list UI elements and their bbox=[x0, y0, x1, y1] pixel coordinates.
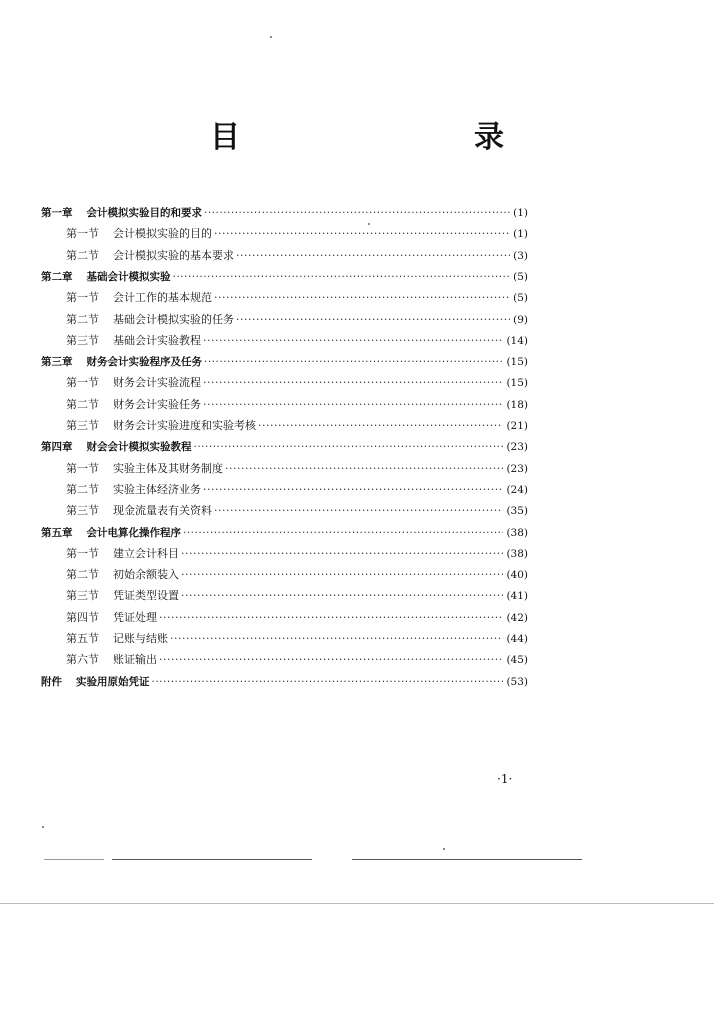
toc-leader-dots bbox=[181, 586, 503, 606]
toc-entry-title: 基础会计实验教程 bbox=[113, 333, 201, 347]
toc-entry-number: 第四章 bbox=[41, 441, 73, 454]
toc-entry-title: 实验主体及其财务制度 bbox=[113, 461, 223, 475]
toc-entry-number: 第一节 bbox=[66, 546, 99, 560]
toc-leader-dots bbox=[214, 501, 503, 521]
toc-entry-page: (1) bbox=[513, 207, 528, 219]
toc-leader-dots bbox=[159, 650, 503, 670]
toc-entry-page: (35) bbox=[506, 505, 528, 518]
toc-entry-page: (21) bbox=[506, 420, 528, 432]
toc-entry-title: 账证输出 bbox=[113, 653, 157, 667]
toc-leader-dots bbox=[203, 331, 503, 351]
toc-section-entry bbox=[66, 373, 528, 393]
toc-leader-dots bbox=[173, 267, 511, 287]
toc-entry-page: (45) bbox=[506, 654, 528, 667]
toc-section-entry bbox=[66, 246, 528, 266]
toc-entry-number: 第六节 bbox=[66, 653, 99, 667]
toc-entry-number: 第三节 bbox=[66, 419, 99, 432]
toc-entry-number: 第三节 bbox=[66, 504, 99, 518]
toc-section-entry bbox=[66, 480, 528, 500]
toc-entry-title: 实验用原始凭证 bbox=[76, 675, 150, 688]
toc-entry-page: (24) bbox=[506, 483, 528, 496]
scan-speck bbox=[443, 848, 445, 850]
toc-section-entry bbox=[66, 224, 528, 244]
toc-entry-title: 基础会计模拟实验 bbox=[86, 270, 171, 283]
toc-entry-number: 第一节 bbox=[66, 376, 99, 390]
toc-entry-number: 第三节 bbox=[66, 589, 99, 603]
toc-chapter-entry bbox=[41, 672, 528, 692]
toc-leader-dots bbox=[204, 352, 503, 372]
toc-chapter-entry bbox=[41, 352, 528, 372]
toc-leader-dots bbox=[181, 544, 503, 564]
scan-speck bbox=[42, 826, 44, 828]
toc-entry-page: (5) bbox=[513, 292, 528, 305]
toc-entry-number: 第一节 bbox=[66, 227, 99, 241]
toc-entry-title: 凭证处理 bbox=[113, 610, 157, 624]
toc-leader-dots bbox=[203, 480, 503, 500]
toc-entry-page: (41) bbox=[506, 590, 528, 603]
toc-entry-page: (9) bbox=[513, 313, 528, 326]
toc-entry-number: 第一章 bbox=[41, 207, 73, 219]
bottom-rule bbox=[0, 903, 714, 904]
toc-entry-title: 会计电算化操作程序 bbox=[86, 526, 181, 539]
toc-entry-page: (14) bbox=[506, 334, 528, 347]
toc-entry-page: (44) bbox=[506, 633, 528, 645]
toc-entry-title: 凭证类型设置 bbox=[113, 589, 179, 603]
toc-entry-title: 财务会计实验流程 bbox=[113, 376, 201, 390]
toc-section-entry bbox=[66, 629, 528, 649]
toc-section-entry bbox=[66, 395, 528, 415]
toc-entry-page: (23) bbox=[506, 441, 528, 454]
toc-chapter-entry bbox=[41, 523, 528, 543]
toc-chapter-entry bbox=[41, 437, 528, 457]
toc-leader-dots bbox=[170, 629, 503, 649]
toc-leader-dots bbox=[183, 523, 503, 543]
toc-section-entry bbox=[66, 586, 528, 606]
toc-chapter-entry bbox=[41, 203, 528, 223]
toc-entry-page: (1) bbox=[513, 228, 528, 241]
toc-entry-title: 财务会计实验进度和实验考核 bbox=[113, 419, 256, 432]
toc-entry-number: 第二节 bbox=[66, 248, 99, 262]
toc-section-entry bbox=[66, 565, 528, 585]
toc-entry-number: 第二节 bbox=[66, 482, 99, 496]
toc-entry-number: 第二章 bbox=[41, 270, 73, 283]
toc-leader-dots bbox=[214, 288, 510, 308]
toc-entry-number: 第一节 bbox=[66, 461, 99, 475]
toc-entry-number: 第五章 bbox=[41, 526, 73, 539]
scan-line bbox=[352, 859, 582, 860]
toc-leader-dots bbox=[152, 672, 504, 692]
toc-entry-title: 建立会计科目 bbox=[113, 546, 179, 560]
toc-entry-number: 第四节 bbox=[66, 610, 99, 624]
toc-leader-dots bbox=[204, 203, 510, 223]
toc-entry-title: 财会会计模拟实验教程 bbox=[86, 441, 192, 454]
toc-entry-number: 第三章 bbox=[41, 356, 73, 369]
toc-entry-number: 第三节 bbox=[66, 333, 99, 347]
toc-entry-number: 第二节 bbox=[66, 568, 99, 582]
toc-section-entry bbox=[66, 288, 528, 308]
scan-speck bbox=[270, 36, 272, 38]
toc-entry-title: 初始余额装入 bbox=[113, 568, 179, 582]
toc-entry-title: 财务会计实验程序及任务 bbox=[86, 356, 202, 369]
toc-entry-page: (18) bbox=[506, 398, 528, 411]
toc-leader-dots bbox=[181, 565, 503, 585]
toc-entry-page: (23) bbox=[506, 462, 528, 475]
toc-entry-number: 第一节 bbox=[66, 291, 99, 305]
toc-entry-title: 会计工作的基本规范 bbox=[113, 291, 212, 305]
toc-section-entry bbox=[66, 501, 528, 521]
toc-leader-dots bbox=[214, 224, 510, 244]
page-title: 目 录 bbox=[210, 120, 562, 155]
toc-leader-dots bbox=[203, 373, 503, 393]
scan-line bbox=[112, 859, 312, 860]
toc-entry-title: 现金流量表有关资料 bbox=[113, 504, 212, 518]
toc-chapter-entry bbox=[41, 267, 528, 287]
scan-line bbox=[44, 859, 104, 860]
toc-section-entry bbox=[66, 650, 528, 670]
toc-entry-page: (53) bbox=[506, 675, 528, 688]
toc-entry-title: 会计模拟实验的基本要求 bbox=[113, 248, 234, 262]
toc-entry-number: 附件 bbox=[41, 675, 62, 688]
scan-speck bbox=[368, 223, 370, 225]
toc-leader-dots bbox=[159, 608, 503, 628]
toc-leader-dots bbox=[225, 459, 503, 479]
toc-entry-title: 记账与结账 bbox=[113, 632, 168, 645]
toc-leader-dots bbox=[203, 395, 503, 415]
toc-entry-page: (15) bbox=[506, 377, 528, 390]
toc-entry-title: 基础会计模拟实验的任务 bbox=[113, 312, 234, 326]
toc-section-entry bbox=[66, 459, 528, 479]
toc-entry-title: 会计模拟实验的目的 bbox=[113, 227, 212, 241]
page-number: ·1· bbox=[497, 772, 513, 786]
toc-entry-title: 财务会计实验任务 bbox=[113, 397, 201, 411]
toc-entry-number: 第二节 bbox=[66, 312, 99, 326]
toc-leader-dots bbox=[236, 246, 510, 266]
toc-section-entry bbox=[66, 331, 528, 351]
toc-entry-page: (15) bbox=[506, 356, 528, 369]
toc-entry-title: 会计模拟实验目的和要求 bbox=[86, 207, 202, 219]
toc-entry-page: (5) bbox=[513, 270, 528, 283]
toc-entry-title: 实验主体经济业务 bbox=[113, 482, 201, 496]
toc-section-entry bbox=[66, 544, 528, 564]
toc-section-entry bbox=[66, 310, 528, 330]
toc-section-entry bbox=[66, 608, 528, 628]
toc-entry-page: (3) bbox=[513, 249, 528, 262]
toc-leader-dots bbox=[236, 310, 510, 330]
toc-entry-page: (38) bbox=[506, 526, 528, 539]
toc-section-entry bbox=[66, 416, 528, 436]
toc-leader-dots bbox=[258, 416, 503, 436]
toc-entry-page: (40) bbox=[506, 569, 528, 582]
toc-entry-page: (42) bbox=[506, 611, 528, 624]
toc-entry-number: 第二节 bbox=[66, 397, 99, 411]
toc-leader-dots bbox=[194, 437, 504, 457]
toc-entry-number: 第五节 bbox=[66, 632, 99, 645]
toc-entry-page: (38) bbox=[506, 547, 528, 560]
